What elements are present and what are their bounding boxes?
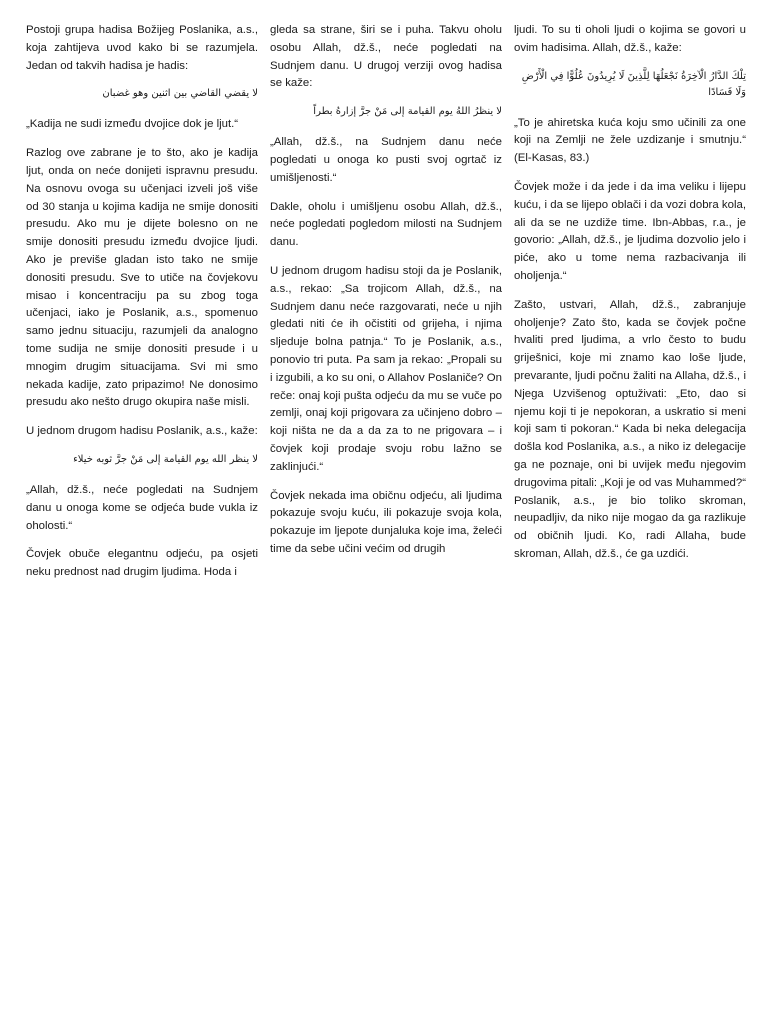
column-2 <box>270 22 502 593</box>
arabic-quote: لا ينظرُ اللهُ يوم القيامة إلى مَنْ جرَّ إزارهُ بطراً <box>313 106 502 118</box>
body-paragraph: „Allah, dž.š., neće pogledati na Sudnjem danu u onoga kome se odjeća bude vukla iz oholosti.“ <box>26 483 258 532</box>
body-paragraph: Razlog ove zabrane je to što, ako je kadija ljut, onda on neće donijeti ispravnu presudu. Na osnovu ovoga su učenjaci izveli još više od 30 stanja u kojima kadija ne smije donositi presudu. Ako mu je dijete bolesno on ne smije donositi presudu između dvojice ljudi. Ako je previše gladan isto tako ne smije donositi presudu. Sve to utiče na čovjekovu misao i koncentraciju pa su zbog toga učenjaci, iako je Poslanik, a.s., spomenuo samo jednu situaciju, razumjeli da analogno tome sudija ne smije donositi presude i u mnogim drugim situacijama. Svi mi smo nekada kadije, zato pripazimo! Ne donosimo presudu ako nešto drugo okupira naše misli. <box>26 147 258 409</box>
body-paragraph: gleda sa strane, širi se i puha. Takvu oholu osobu Allah, dž.š., neće pogledati na Sudnjem danu. U drugoj verziji ovog hadisa se kaže: <box>270 24 502 90</box>
body-paragraph: „Kadija ne sudi između dvojice dok je ljut.“ <box>26 118 239 131</box>
column-1 <box>26 22 258 593</box>
body-paragraph: Postoji grupa hadisa Božijeg Poslanika, a.s., koja zahtijeva uvod kako bi se razumjela. Jedan od takvih hadisa je hadis: <box>26 24 258 72</box>
body-paragraph: Dakle, oholu i umišljenu osobu Allah, dž.š., neće pogledati pogledom milosti na Sudnjem danu. <box>270 200 502 249</box>
body-paragraph: ljudi. To su ti oholi ljudi o kojima se govori u ovim hadisima. Allah, dž.š., kaže: <box>514 24 746 54</box>
body-paragraph: Čovjek nekada ima običnu odjeću, ali ljudima pokazuje svoju kuću, ili pokazuje svoja kola, pokazuje im ljepote dunjaluka koje ima, želeći time da sebe učini većim od drugih <box>270 489 502 555</box>
arabic-quote: تِلْكَ الدَّارُ الْآخِرَةُ نَجْعَلُهَا لِلَّذِينَ لَا يُرِيدُونَ عُلُوًّا فِي الْأَرْضِ وَلَا فَسَادًا <box>521 70 746 98</box>
body-paragraph: Čovjek obuče elegantnu odjeću, pa osjeti neku prednost nad drugim ljudima. Hoda i <box>26 548 258 579</box>
body-paragraph: „To je ahiretska kuća koju smo učinili za one koji na Zemlji ne žele uzdizanje i smutnju.“ (El-Kasas, 83.) <box>514 116 746 165</box>
arabic-quote: لا يقضي القاضي بين اثنين وهو غضبان <box>102 88 258 100</box>
body-paragraph: „Allah, dž.š., na Sudnjem danu neće pogledati u onoga ko pusti svoj ogrtač iz umišljenosti.“ <box>270 136 502 184</box>
body-paragraph: Zašto, ustvari, Allah, dž.š., zabranjuje oholjenje? Zato što, kada se čovjek počne hvaliti pred ljudima, a vrlo često to budu griješnici, koje mi znamo kao loše ljude, prevarante, ljudi počnu žaliti na Allaha, dž.š., i Njega Uzvišenog optuživati: „Eto, dao si njemu koji ti je nepokoran, a uskratio si meni koji sam ti pokoran.“ Kada bi neka delegacija došla kod Poslanika, a.s., a niko iz delegacije ga ne poznaje, oni bi uvijek među njegovim drugovima pitali: „Koji je od vas Muhammed?“ Poslanik, a.s., je bio toliko skroman, neupadljiv, da niko nije mogao da ga razlikuje od običnih ljudi. Ko, radi Allaha, bude skroman, Allah, dž.š., će ga uzdići. <box>514 298 746 560</box>
body-paragraph: Čovjek može i da jede i da ima veliku i lijepu kuću, i da se lijepo oblači i da vozi dobra kola, ali da se ne uzdiže time. Ibn-Abbas, r.a., je govorio: „Allah, dž.š., je ljudima dozvolio jelo i piće, ako u tome nema razbacivanja ili oholjenja.“ <box>514 180 746 282</box>
text-columns <box>26 22 746 593</box>
arabic-quote: لا ينظر الله يوم القيامة إلى مَنْ جرَّ ثوبه خيلاء <box>73 453 258 465</box>
body-paragraph: U jednom drugom hadisu Poslanik, a.s., kaže: <box>26 425 258 438</box>
body-paragraph: U jednom drugom hadisu stoji da je Poslanik, a.s., rekao: „Sa trojicom Allah, dž.š., na Sudnjem danu neće razgovarati, neće u njih gledati niti će ih očistiti od grijeha, i njima sljeduje bolna patnja.“ To je Poslanik, a.s., ponovio tri puta. Pa sam ja rekao: „Propali su i izgubili, a ko su oni, o Allahov Poslaniče? On reče: onaj koji pušta odjeću da mu se vuče po zemlji, onaj koji prigovara za učinjeno dobro – koji ništa ne da a da za to ne prigovara – i čovjek koji prodaje svoju robu lažno se zaklinjući.“ <box>270 264 502 473</box>
column-3 <box>514 22 746 593</box>
